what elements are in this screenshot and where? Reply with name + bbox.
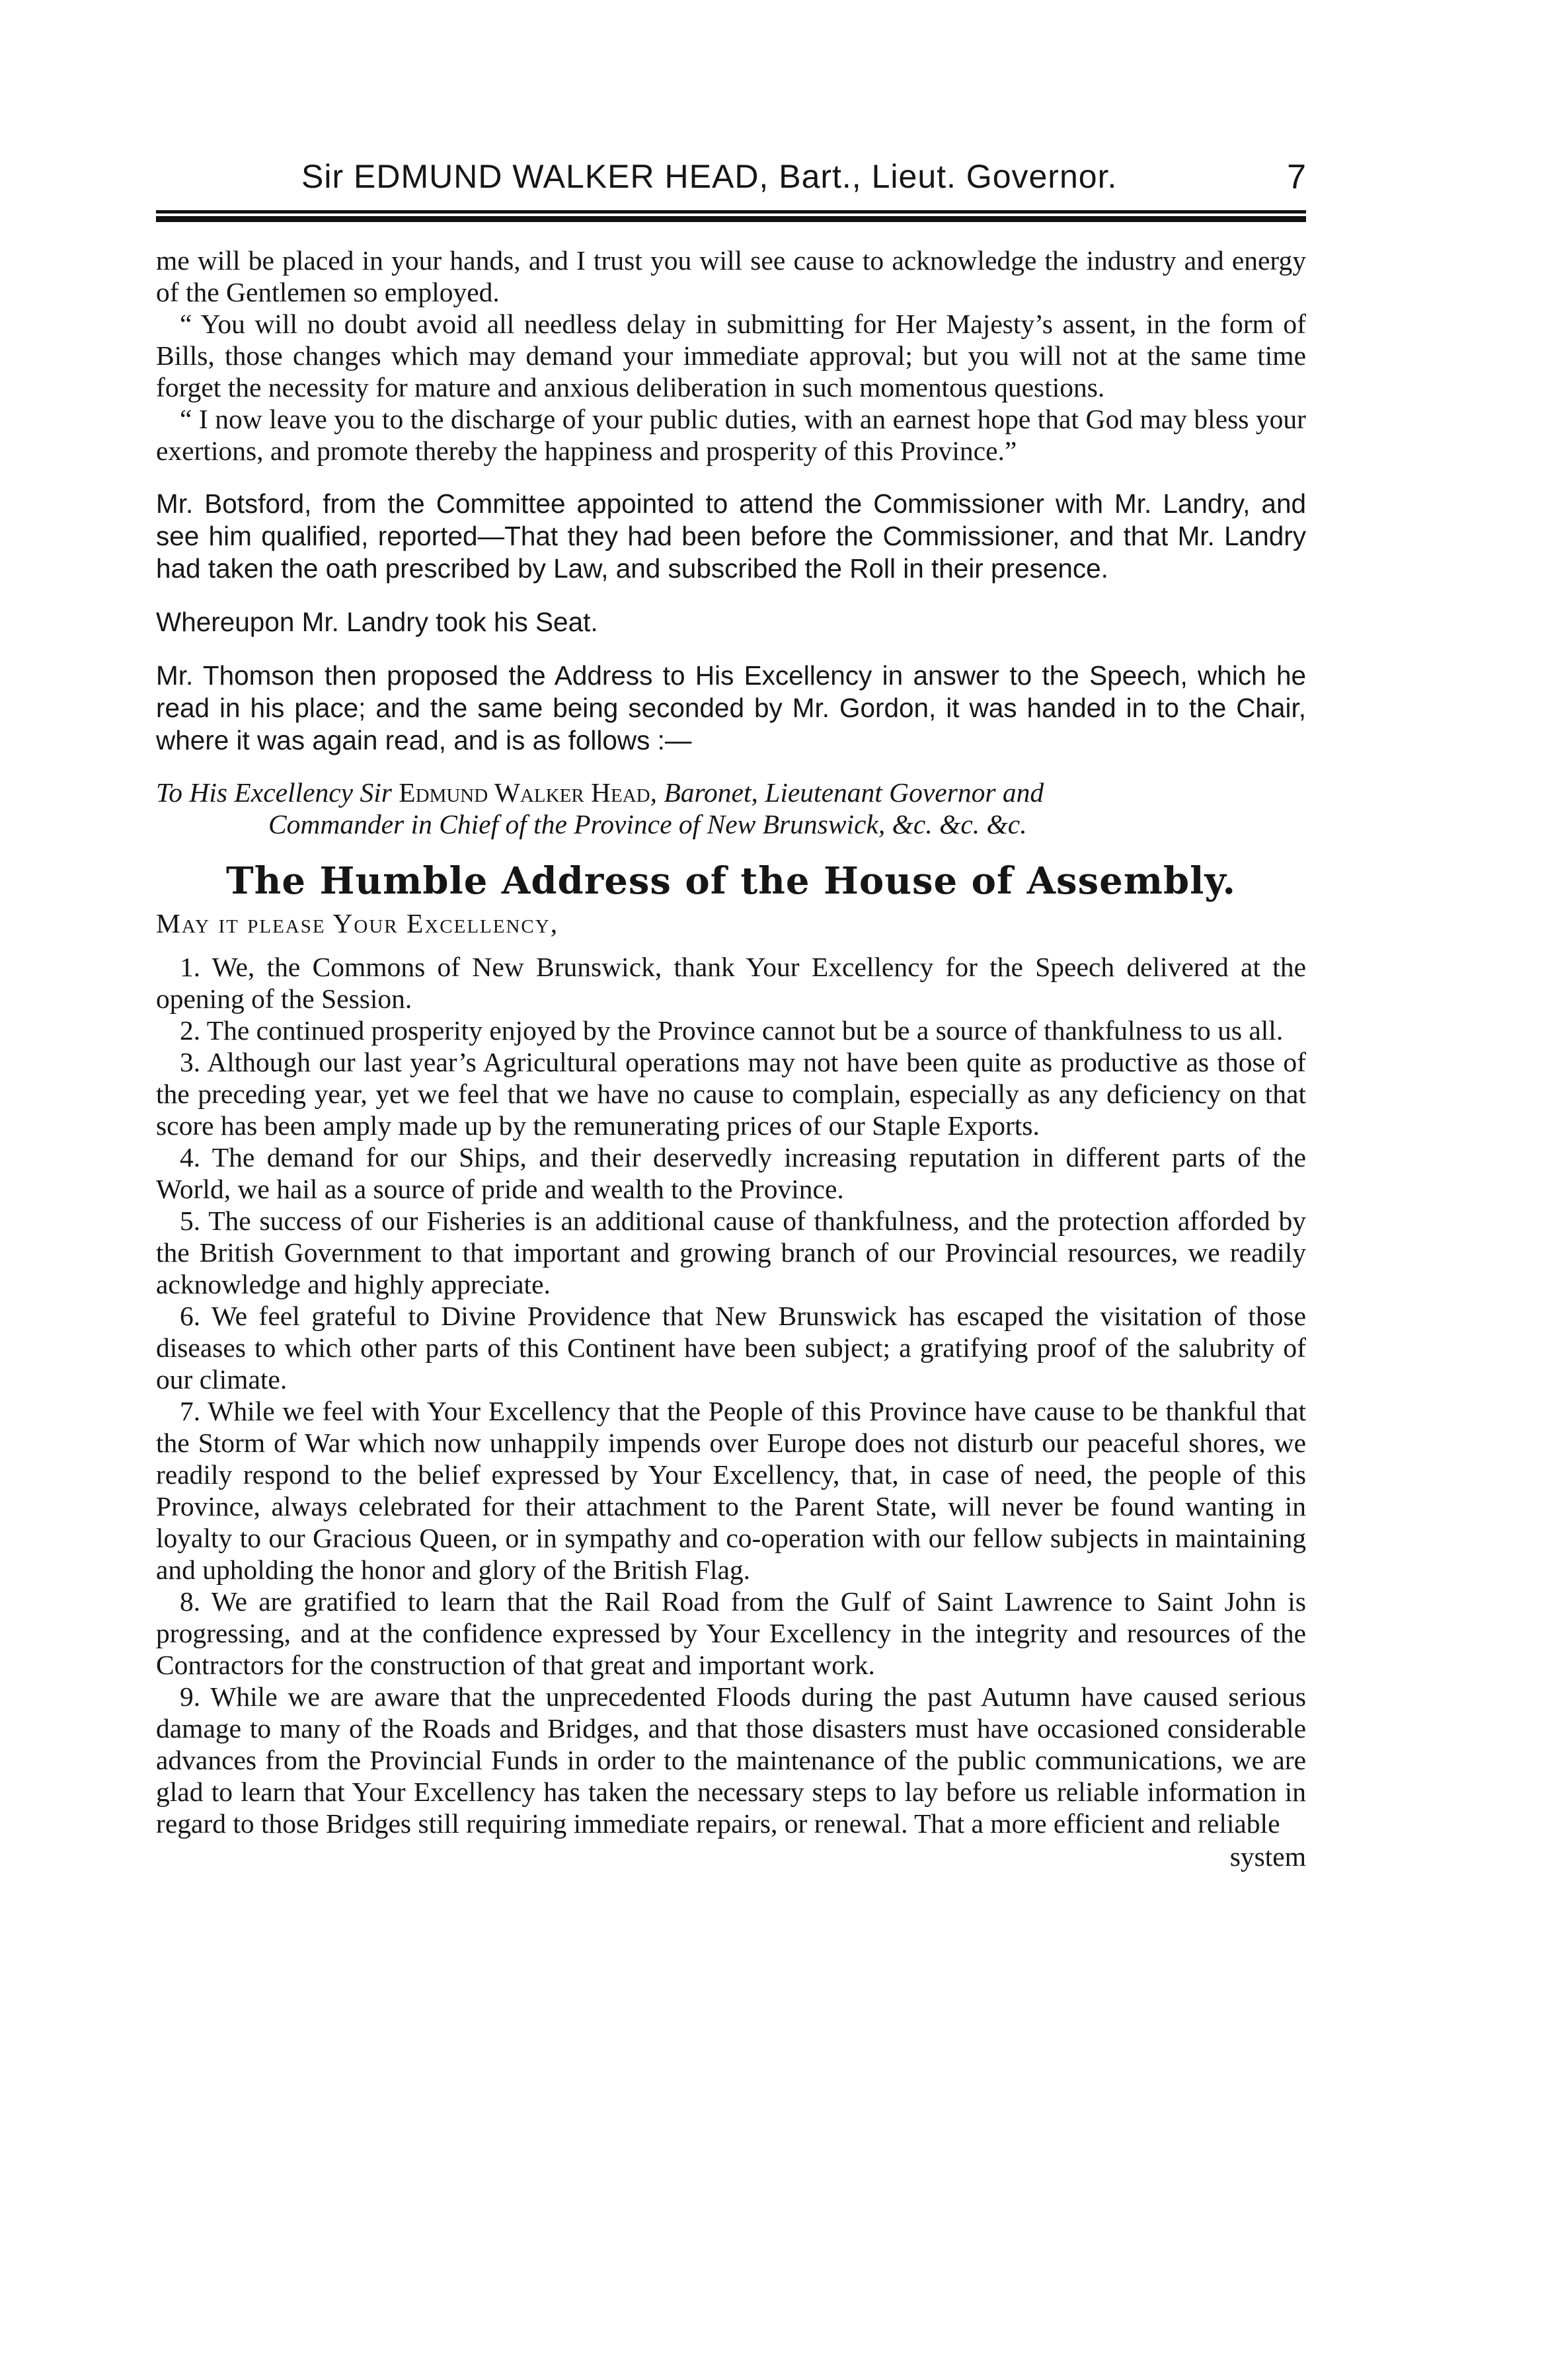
page-header <box>156 153 1306 206</box>
address-paragraph: 2. The continued prosperity enjoyed by the Province cannot but be a source of thankfulness to us all. <box>180 1015 1284 1046</box>
catchword: system <box>1229 1841 1306 1872</box>
body-text <box>156 245 1306 1872</box>
address-paragraph: 4. The demand for our Ships, and their deservedly increasing reputation in different parts of the World, we hail as a source of pride and wealth to the Province. <box>156 1142 1306 1204</box>
speech-paragraph: “ I now leave you to the discharge of your public duties, with an earnest hope that God may bless your exertions, and promote thereby the happiness and prosperity of this Province.” <box>156 404 1306 466</box>
address-opening: May it please Your Excellency, <box>156 908 559 939</box>
address-to-line2: Commander in Chief of the Province of New Brunswick, &c. &c. &c. <box>268 809 1027 839</box>
address-paragraph: 9. While we are aware that the unprecedented Floods during the past Autumn have caused serious damage to many of the Roads and Bridges, and that those disasters must have occasioned considerable advances from the Provincial Funds in order to the maintenance of the public communications, we are glad to learn that Your Excellency has taken the necessary steps to lay before us reliable information in regard to those Bridges still requiring immediate repairs, or renewal. That a more efficient and reliable <box>156 1681 1306 1839</box>
address-to-rest: , Baronet, Lieutenant Governor and <box>650 777 1044 808</box>
header-rule <box>156 210 1306 222</box>
address-paragraph: 8. We are gratified to learn that the Rail Road from the Gulf of Saint Lawrence to Saint John is progressing, and at the confidence expressed by Your Excellency in the integrity and resources of the Contractors for the construction of that great and important work. <box>156 1586 1306 1680</box>
address-to-name: Edmund Walker Head <box>399 777 650 808</box>
address-paragraph: 1. We, the Commons of New Brunswick, thank Your Excellency for the Speech delivered at the opening of the Session. <box>156 952 1306 1014</box>
speech-paragraph: me will be placed in your hands, and I trust you will see cause to acknowledge the industry and energy of the Gentlemen so employed. <box>156 245 1306 307</box>
proceedings-paragraph: Mr. Botsford, from the Committee appointed to attend the Commissioner with Mr. Landry, and see him qualified, reported—That they had been before the Commissioner, and that Mr. Landry had taken the oath prescribed by Law, and subscribed the Roll in their presence. <box>156 488 1306 584</box>
proceedings-paragraph: Whereupon Mr. Landry took his Seat. <box>156 607 598 637</box>
proceedings-paragraph: Mr. Thomson then proposed the Address to His Excellency in answer to the Speech, which he read in his place; and the same being seconded by Mr. Gordon, it was handed in to the Chair, where it was again read, and is as follows :— <box>156 660 1306 755</box>
address-paragraph: 3. Although our last year’s Agricultural operations may not have been quite as productive as those of the preceding year, yet we feel that we have no cause to complain, especially as any deficiency on that score has been amply made up by the remunerating prices of our Staple Exports. <box>156 1047 1306 1141</box>
page-number: 7 <box>1287 158 1306 196</box>
address-paragraph: 6. We feel grateful to Divine Providence that New Brunswick has escaped the visitation of those diseases to which other parts of this Continent have been subject; a gratifying proof of the salubrity of our climate. <box>156 1301 1306 1395</box>
speech-paragraph: “ You will no doubt avoid all needless delay in submitting for Her Majesty’s assent, in the form of Bills, those changes which may demand your immediate approval; but you will not at the same time forget the necessity for mature and anxious deliberation in such momentous questions. <box>156 309 1306 403</box>
address-paragraph: 7. While we feel with Your Excellency that the People of this Province have cause to be thankful that the Storm of War which now unhappily impends over Europe does not disturb our peaceful shores, we readily respond to the belief expressed by Your Excellency, that, in case of need, the people of this Province, always celebrated for their attachment to the Parent State, will never be found wanting in loyalty to our Gracious Queen, or in sympathy and co-operation with our fellow subjects in maintaining and upholding the honor and glory of the British Flag. <box>156 1396 1306 1585</box>
address-paragraph: 5. The success of our Fisheries is an additional cause of thankfulness, and the protection afforded by the British Government to that important and growing branch of our Provincial resources, we readily acknowledge and highly appreciate. <box>156 1206 1306 1299</box>
address-to-prefix: To His Excellency Sir <box>156 777 399 808</box>
running-head: Sir EDMUND WALKER HEAD, Bart., Lieut. Governor. <box>301 158 1118 195</box>
address-recipient <box>156 777 1306 840</box>
address-title: The Humble Address of the House of Assembly. <box>225 859 1237 903</box>
